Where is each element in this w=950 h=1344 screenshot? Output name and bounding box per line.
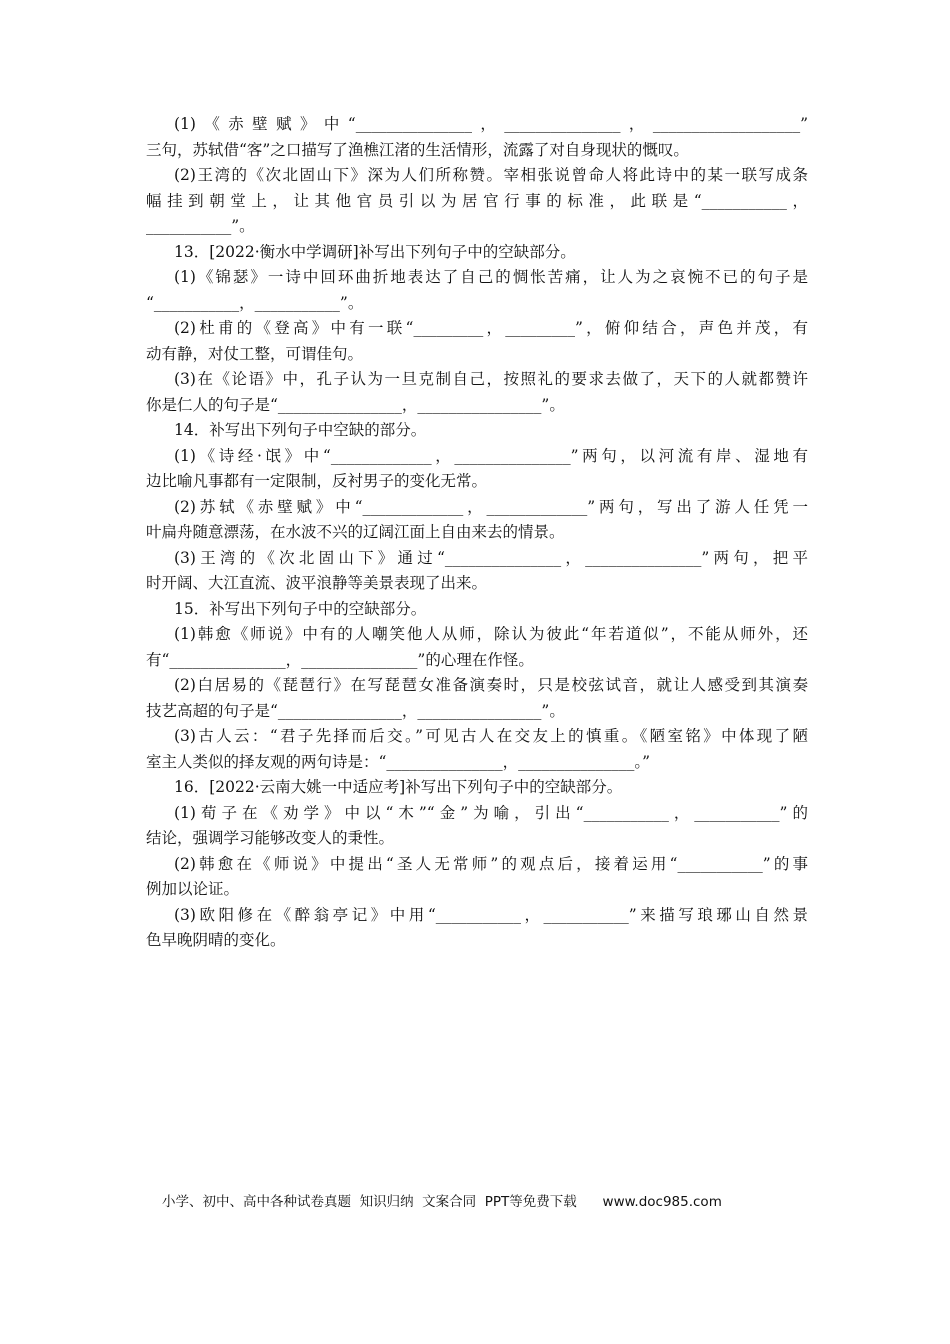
text-line: 你是仁人的句子是“________________，________________”。	[146, 395, 565, 414]
text-line: 时开阔、大江直流、波平浪静等美景表现了出来。	[146, 574, 488, 592]
text-line: 动有静，对仗工整，可谓佳句。	[146, 344, 364, 363]
text-line: (2)韩愈在《师说》中提出“圣人无常师”的观点后，接着运用“___________”的事	[174, 854, 808, 873]
document-body	[146, 112, 808, 954]
text-line: (1)《诗经·氓》中“_____________，_______________”两句，以河流有岸、湿地有	[174, 446, 808, 465]
page-footer: 小学、初中、高中各种试卷真题 知识归纳 文案合同 PPT等免费下载 www.doc985.com	[162, 1194, 722, 1210]
text-line: 技艺高超的句子是“________________，________________”。	[146, 701, 565, 720]
text-line: 边比喻凡事都有一定限制，反衬男子的变化无常。	[146, 472, 488, 490]
text-line: 色早晚阴晴的变化。	[146, 931, 286, 949]
text-line: (1)《赤壁赋》中“_______________，_______________，___________________”	[174, 115, 808, 133]
text-line: (2)杜甫的《登高》中有一联“_________，_________”，俯仰结合，声色并茂，有	[174, 319, 808, 337]
text-line: 例加以论证。	[146, 880, 240, 898]
text-line: (3)古人云：“君子先择而后交。”可见古人在交友上的慎重。《陋室铭》中体现了陋	[174, 727, 808, 745]
question-heading: 15．补写出下列句子中的空缺部分。	[174, 599, 427, 618]
text-line: 三句，苏轼借“客”之口描写了渔樵江渚的生活情形，流露了对自身现状的慨叹。	[146, 140, 689, 159]
text-line: (1)荀子在《劝学》中以“木”“金”为喻，引出“___________，___________”的	[174, 803, 808, 822]
text-line: 幅挂到朝堂上，让其他官员引以为居官行事的标准，此联是“___________，	[146, 191, 808, 210]
text-line: (3)欧阳修在《醉翁亭记》中用“___________，___________”来描写琅琊山自然景	[174, 905, 808, 924]
text-line: “___________，___________”。	[146, 293, 364, 312]
text-line: 结论，强调学习能够改变人的秉性。	[146, 829, 395, 847]
text-line: (2)王湾的《次北固山下》深为人们所称赞。宰相张说曾命人将此诗中的某一联写成条	[174, 166, 808, 184]
text-line: (1)《锦瑟》一诗中回环曲折地表达了自己的惆怅苦痛，让人为之哀惋不已的句子是	[174, 268, 808, 286]
text-line: (3)王湾的《次北固山下》通过“_______________，_______________”两句，把平	[174, 548, 808, 567]
text-line: 叶扁舟随意漂荡，在水波不兴的辽阔江面上自由来去的情景。	[146, 523, 565, 541]
question-heading: 13．[2022·衡水中学调研]补写出下列句子中的空缺部分。	[174, 242, 576, 261]
question-heading: 16．[2022·云南大姚一中适应考]补写出下列句子中的空缺部分。	[174, 778, 623, 796]
text-line: (2)白居易的《琵琶行》在写琵琶女准备演奏时，只是校弦试音，就让人感受到其演奏	[174, 676, 808, 694]
text-line: 室主人类似的择友观的两句诗是：“_______________，_______________。”	[146, 752, 651, 771]
text-line: (1)韩愈《师说》中有的人嘲笑他人从师，除认为彼此“年若道似”，不能从师外，还	[174, 625, 808, 643]
text-line: (2)苏轼《赤壁赋》中“_____________，_____________”两句，写出了游人任凭一	[174, 497, 808, 516]
text-line: (3)在《论语》中，孔子认为一旦克制自己，按照礼的要求去做了，天下的人就都赞许	[174, 370, 808, 388]
text-line: ___________”。	[146, 217, 255, 235]
question-heading: 14．补写出下列句子中空缺的部分。	[174, 421, 427, 439]
text-line: 有“_______________，_______________”的心理在作怪。	[146, 650, 534, 669]
